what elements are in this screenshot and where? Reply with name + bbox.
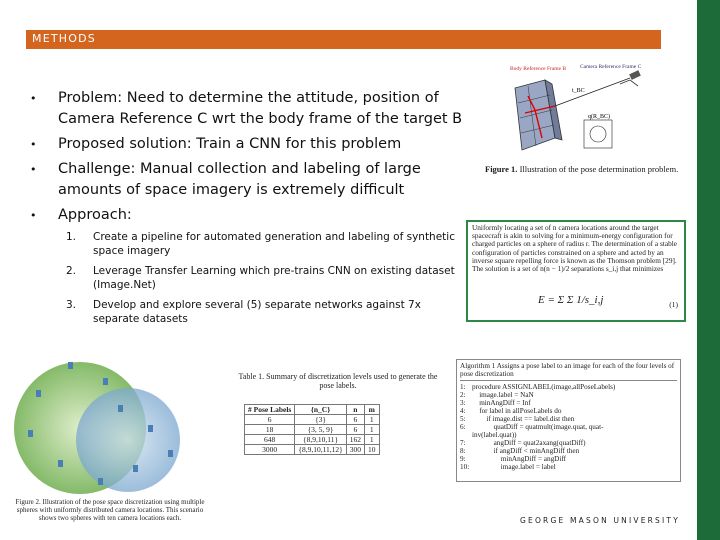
inner-sphere bbox=[76, 388, 180, 492]
algorithm-line-text: image.label = label bbox=[472, 463, 556, 471]
bullet-item bbox=[30, 134, 470, 155]
table-row bbox=[245, 445, 380, 455]
algorithm-line-text: angDiff = quat2axang(quatDiff) bbox=[472, 439, 586, 447]
bullet-dot: • bbox=[30, 209, 37, 222]
right-accent-bar bbox=[697, 0, 720, 540]
rotation-circle bbox=[590, 126, 606, 142]
table-cell: 6 bbox=[346, 425, 364, 435]
approach-steps bbox=[30, 230, 470, 326]
thomson-excerpt bbox=[466, 220, 686, 322]
algorithm-line-number: 5: bbox=[460, 415, 466, 423]
algorithm-line-number: 8: bbox=[460, 447, 466, 455]
algorithm-line bbox=[460, 415, 677, 423]
camera-marker bbox=[68, 362, 73, 369]
camera-marker bbox=[133, 465, 138, 472]
tbc-label: t_BC bbox=[572, 88, 585, 94]
algorithm-line bbox=[460, 463, 677, 471]
table1-title: Table 1. Summary of discretization levels used to generate the pose labels. bbox=[238, 372, 438, 390]
algorithm-line-number: 9: bbox=[460, 455, 466, 463]
table-cell: {3, 5, 9} bbox=[295, 425, 346, 435]
algorithm-box bbox=[456, 359, 681, 482]
section-header bbox=[26, 30, 661, 49]
table-row bbox=[245, 415, 380, 425]
algorithm-line-text: procedure ASSIGNLABEL(image,allPoseLabels) bbox=[472, 383, 616, 391]
step-number: 1. bbox=[66, 231, 77, 243]
translation-vector bbox=[555, 78, 630, 106]
algorithm-line-text: inv(label.quat)) bbox=[472, 431, 517, 439]
algorithm-line bbox=[460, 447, 677, 455]
figure1-caption-label: Figure 1. bbox=[485, 164, 518, 174]
table-cell: 648 bbox=[245, 435, 295, 445]
bullet-dot: • bbox=[30, 163, 37, 176]
table-header-row bbox=[245, 405, 380, 415]
algorithm-line-text: if image.dist == label.dist then bbox=[472, 415, 575, 423]
bullet-item bbox=[30, 88, 470, 130]
algorithm-title: Algorithm 1 Assigns a pose label to an image for each of the four levels of pose discretization bbox=[460, 362, 677, 381]
camera-marker bbox=[36, 390, 41, 397]
step-text: Leverage Transfer Learning which pre-trains CNN on existing dataset (Image.Net) bbox=[93, 265, 455, 291]
algorithm-line-number: 10: bbox=[460, 463, 470, 471]
algorithm-line-number: 6: bbox=[460, 423, 466, 431]
algorithm-line bbox=[460, 439, 677, 447]
algorithm-line bbox=[460, 455, 677, 463]
rotation-inset bbox=[584, 120, 612, 148]
step-number: 3. bbox=[66, 299, 77, 311]
energy-formula: E = Σ Σ 1/s_i,j bbox=[538, 294, 604, 306]
algorithm-line bbox=[460, 383, 677, 391]
figure1-caption-text: Illustration of the pose determination problem. bbox=[517, 164, 679, 174]
body-frame-label: Body Reference Frame B bbox=[510, 66, 567, 72]
algorithm-line-number: 1: bbox=[460, 383, 466, 391]
table-cell: 1 bbox=[365, 425, 380, 435]
algorithm-line-number: 3: bbox=[460, 399, 466, 407]
camera-marker bbox=[98, 478, 103, 485]
bullet-text: Problem: Need to determine the attitude, position of Camera Reference C wrt the body frame of the target B bbox=[58, 90, 463, 127]
algorithm-line-text: if angDiff < minAngDiff then bbox=[472, 447, 580, 455]
figure1-caption bbox=[485, 164, 678, 174]
table-cell: 1 bbox=[365, 435, 380, 445]
table-header-cell: {n_C} bbox=[295, 405, 346, 415]
bullet-dot: • bbox=[30, 138, 37, 151]
approach-step bbox=[30, 298, 470, 326]
table-row bbox=[245, 435, 380, 445]
table-cell: 10 bbox=[365, 445, 380, 455]
table-row bbox=[245, 425, 380, 435]
camera-frame-label: Camera Reference Frame C bbox=[580, 64, 642, 70]
discretization-table bbox=[244, 404, 380, 455]
approach-step bbox=[30, 264, 470, 292]
camera-illustration bbox=[620, 70, 641, 86]
camera-marker bbox=[168, 450, 173, 457]
step-text: Develop and explore several (5) separate networks against 7x separate datasets bbox=[93, 299, 421, 325]
thomson-text: Uniformly locating a set of n camera locations around the target spacecraft is akin to solving for a minimum-energy configuration for charged particles on a sphere of radius r. The determination of a stable configuration of particles constrained on a sphere and acted by an inverse square repelling force is known as the Thomson problem [29]. The solution is a set of n(n − 1)/2 separations s_i,j that minimizes bbox=[472, 223, 677, 274]
camera-marker bbox=[148, 425, 153, 432]
spacecraft-illustration bbox=[515, 80, 562, 150]
algorithm-line-text: quatDiff = quatmult(image.quat, quat- bbox=[472, 423, 604, 431]
table-header-cell: m bbox=[365, 405, 380, 415]
algorithm-line bbox=[460, 431, 677, 439]
table-cell: 18 bbox=[245, 425, 295, 435]
table-cell: 300 bbox=[346, 445, 364, 455]
algorithm-line-text: for label in allPoseLabels do bbox=[472, 407, 562, 415]
bullet-item bbox=[30, 159, 470, 201]
figure2-caption: Figure 2. Illustration of the pose space discretization using multiple spheres with uniformly distributed camera locations. This scenario shows two spheres with ten camera locations each. bbox=[15, 498, 205, 522]
algorithm-lines bbox=[460, 383, 677, 471]
bullet-item bbox=[30, 205, 470, 226]
camera-marker bbox=[103, 378, 108, 385]
algorithm-line-number: 4: bbox=[460, 407, 466, 415]
camera-marker bbox=[118, 405, 123, 412]
algorithm-line bbox=[460, 423, 677, 431]
algorithm-line-number: 2: bbox=[460, 391, 466, 399]
approach-step bbox=[30, 230, 470, 258]
camera-marker bbox=[28, 430, 33, 437]
table-cell: {8,9,10,11} bbox=[295, 435, 346, 445]
pose-discretization-figure bbox=[8, 350, 208, 500]
table-header-cell: # Pose Labels bbox=[245, 405, 295, 415]
pose-determination-figure bbox=[480, 58, 680, 178]
qbc-label: q(R_BC) bbox=[588, 114, 611, 120]
table-cell: 6 bbox=[346, 415, 364, 425]
table-cell: {8,9,10,11,12} bbox=[295, 445, 346, 455]
algorithm-line bbox=[460, 399, 677, 407]
bullet-text: Proposed solution: Train a CNN for this problem bbox=[58, 136, 402, 152]
algorithm-line-number: 7: bbox=[460, 439, 466, 447]
table-cell: {3} bbox=[295, 415, 346, 425]
camera-marker bbox=[58, 460, 63, 467]
bullet-text: Challenge: Manual collection and labeling of large amounts of space imagery is extremely difficult bbox=[58, 161, 421, 198]
step-text: Create a pipeline for automated generation and labeling of synthetic space imagery bbox=[93, 231, 455, 257]
table-cell: 3000 bbox=[245, 445, 295, 455]
algorithm-line bbox=[460, 407, 677, 415]
algorithm-line-text: minAngDiff = angDiff bbox=[472, 455, 567, 463]
table-header-cell: n bbox=[346, 405, 364, 415]
algorithm-line bbox=[460, 391, 677, 399]
step-number: 2. bbox=[66, 265, 77, 277]
equation-number: (1) bbox=[669, 300, 678, 309]
bullet-list bbox=[30, 88, 470, 332]
table-cell: 162 bbox=[346, 435, 364, 445]
bullet-text: Approach: bbox=[58, 207, 132, 223]
university-footer: GEORGE MASON UNIVERSITY bbox=[520, 516, 680, 525]
section-title: METHODS bbox=[32, 32, 96, 45]
bullet-dot: • bbox=[30, 92, 37, 105]
table-cell: 1 bbox=[365, 415, 380, 425]
algorithm-line-text: image.label = NaN bbox=[472, 391, 534, 399]
algorithm-line-text: minAngDiff = Inf bbox=[472, 399, 531, 407]
table-cell: 6 bbox=[245, 415, 295, 425]
